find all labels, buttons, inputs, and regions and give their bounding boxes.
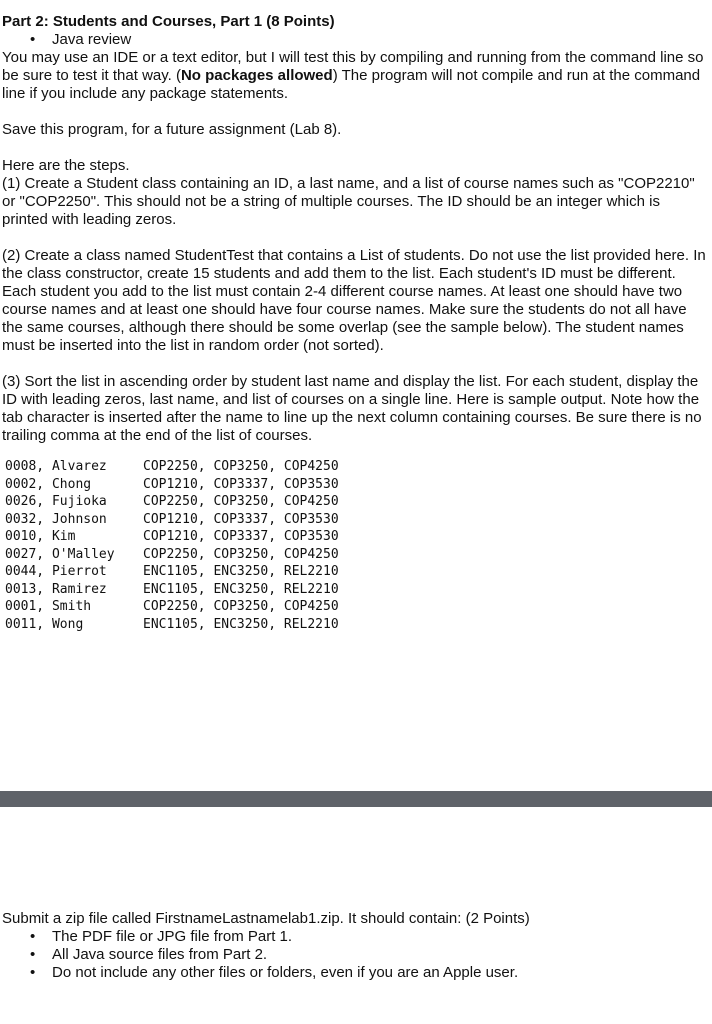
row-courses: ENC1105, ENC3250, REL2210 [143, 581, 339, 597]
intro-paragraph [2, 49, 708, 103]
row-courses: COP2250, COP3250, COP4250 [143, 494, 339, 509]
part2-bullet-list [2, 31, 708, 49]
row-id-name: 0013, Ramirez [5, 581, 107, 597]
step-1: (1) Create a Student class containing an ID, a last name, and a list of course names such as "COP2210" or "COP2250". This should not be a string of multiple courses. The ID should be an integer which is printed with leading zeros. [2, 175, 695, 228]
row-id-name: 0002, Chong [5, 476, 92, 492]
row-id-name: 0027, O'Malley [5, 546, 115, 562]
submit-instructions: Submit a zip file called FirstnameLastnamelab1.zip. It should contain: (2 Points) [2, 910, 530, 927]
submit-section [2, 910, 708, 982]
submit-bullet-list [2, 928, 708, 982]
submit-item: • Do not include any other files or folders, even if you are an Apple user. [26, 964, 708, 982]
sample-output-row [5, 598, 708, 616]
save-note: Save this program, for a future assignment (Lab 8). [2, 121, 342, 138]
step-3: (3) Sort the list in ascending order by student last name and display the list. For each student, display the ID with leading zeros, last name, and list of courses on a single line. Here is sample output. Note how the tab character is inserted after the name to line up the next column containing courses. Be sure there is no trailing comma at the end of the list of courses. [2, 373, 702, 444]
row-courses: COP1210, COP3337, COP3530 [143, 476, 339, 492]
intro-text-post: ) The program will not compile and run at the command line if you include any package statements. [2, 67, 701, 102]
sample-output-row [5, 563, 708, 581]
row-id-name: 0008, Alvarez [5, 459, 107, 474]
row-id-name: 0044, Pierrot [5, 564, 107, 579]
row-courses: COP2250, COP3250, COP4250 [143, 459, 339, 474]
row-courses: COP1210, COP3337, COP3530 [143, 511, 339, 527]
row-courses: COP1210, COP3337, COP3530 [143, 529, 339, 544]
sample-output-row [5, 493, 708, 511]
assignment-part2 [2, 13, 708, 633]
intro-text-bold: No packages allowed [180, 67, 333, 84]
section-divider [0, 791, 712, 807]
row-id-name: 0032, Johnson [5, 511, 107, 527]
part2-bullet-item: • Java review [26, 31, 708, 49]
sample-output-row [5, 616, 708, 634]
submit-item: • The PDF file or JPG file from Part 1. [26, 928, 708, 946]
submit-item: • All Java source files from Part 2. [26, 946, 708, 964]
sample-output-row [5, 511, 708, 529]
step-2: (2) Create a class named StudentTest that contains a List of students. Do not use the list provided here. In the class constructor, create 15 students and add them to the list. Each student's ID must be different. Each student you add to the list must contain 2-4 different course names. At least one should have two course names and at least one should have four course names. Make sure the students do not all have the same courses, although there should be some overlap (see the sample below). The student names must be inserted into the list in random order (not sorted). [2, 247, 706, 354]
sample-output-row [5, 476, 708, 494]
sample-output-row [5, 458, 708, 476]
row-courses: ENC1105, ENC3250, REL2210 [143, 564, 339, 579]
row-id-name: 0011, Wong [5, 616, 84, 632]
sample-output-row [5, 528, 708, 546]
row-id-name: 0026, Fujioka [5, 494, 107, 509]
row-courses: COP2250, COP3250, COP4250 [143, 599, 339, 614]
row-courses: ENC1105, ENC3250, REL2210 [143, 616, 339, 632]
sample-output-row [5, 546, 708, 564]
intro-text-pre: You may use an IDE or a text editor, but I will test this by compiling and running from the command line so be sure to test it that way. ( [2, 49, 704, 84]
row-id-name: 0001, Smith [5, 599, 92, 614]
steps-intro: Here are the steps. [2, 157, 130, 174]
part2-title: Part 2: Students and Courses, Part 1 (8 Points) [2, 13, 335, 30]
row-courses: COP2250, COP3250, COP4250 [143, 546, 339, 562]
sample-output-row [5, 581, 708, 599]
sample-output-block [2, 458, 708, 633]
row-id-name: 0010, Kim [5, 529, 76, 544]
